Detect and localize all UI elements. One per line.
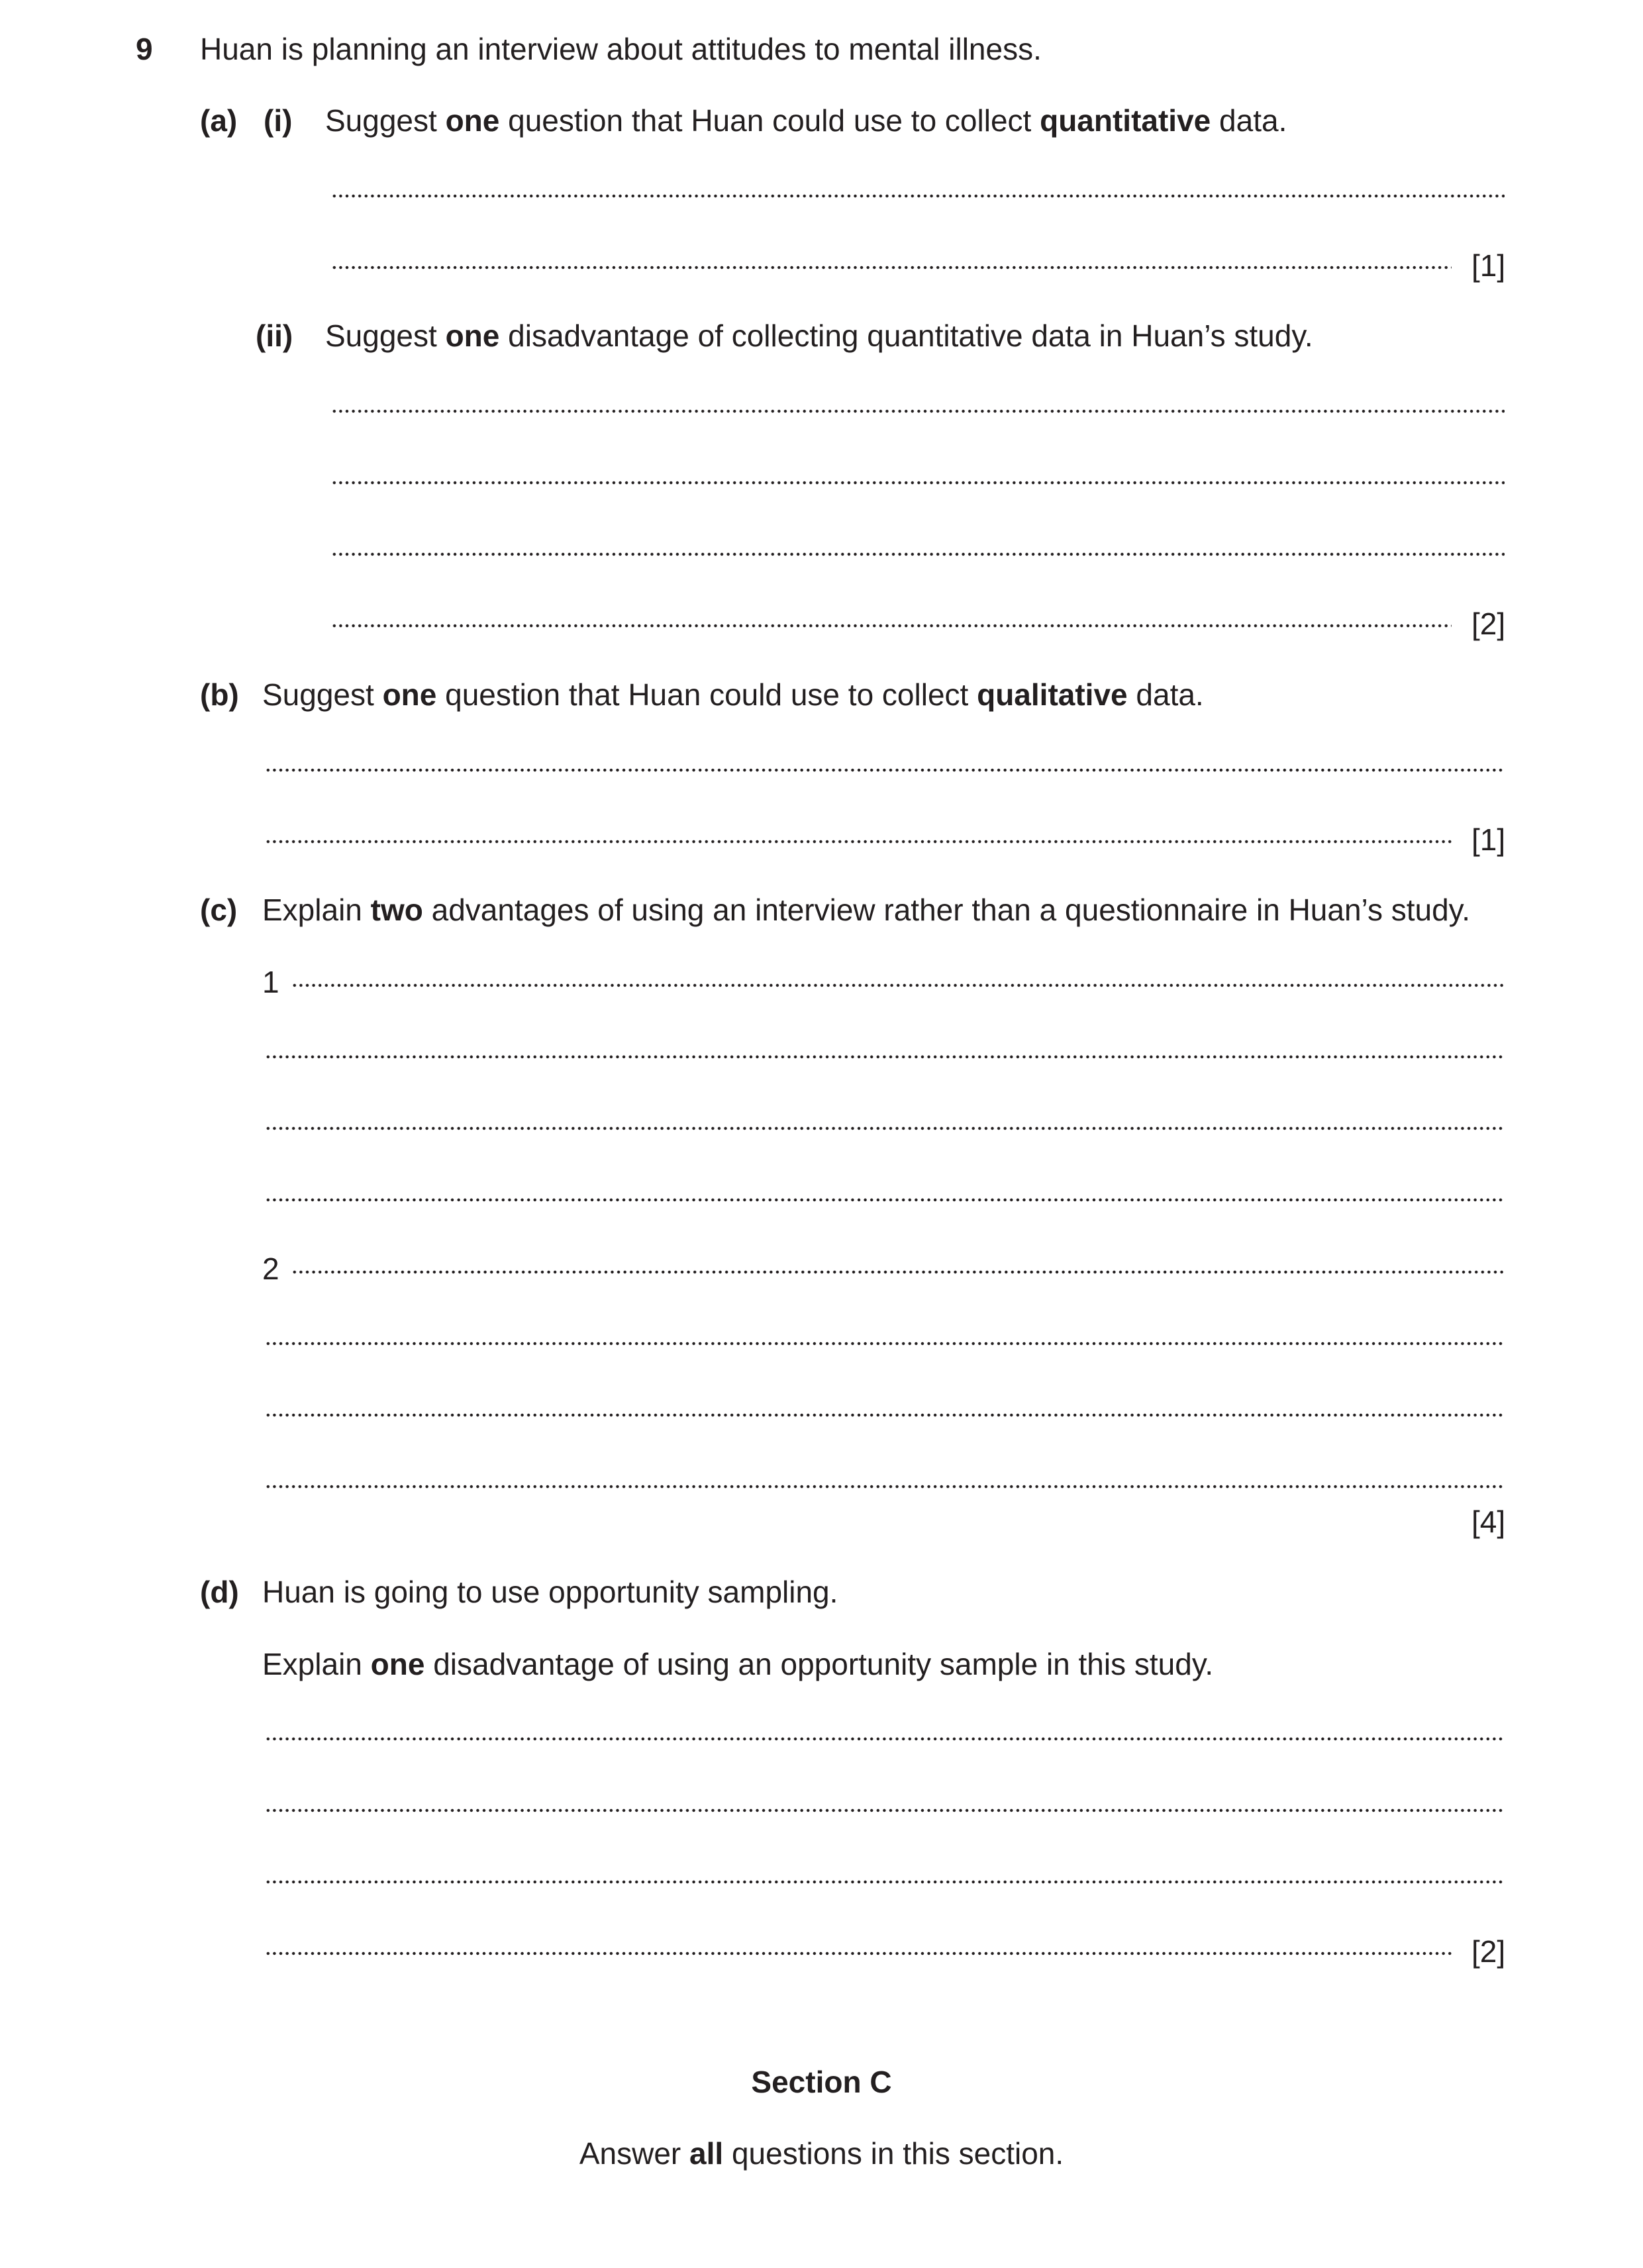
part-d-label: (d) [200, 1575, 239, 1609]
answer-line[interactable] [265, 1736, 1505, 1742]
answer-line[interactable] [331, 480, 1505, 485]
section-instruction: Answer all questions in this section. [579, 2136, 1064, 2171]
marks-badge: [1] [1471, 822, 1506, 857]
marks-badge: [1] [1471, 248, 1506, 283]
part-a-ii-prompt: Suggest one disadvantage of collecting quantitative data in Huan’s study. [325, 319, 1313, 353]
question-number: 9 [136, 32, 153, 66]
answer-line[interactable] [265, 1808, 1505, 1813]
marks-badge: [2] [1471, 607, 1506, 641]
section-title: Section C [751, 2065, 892, 2099]
answer-line[interactable] [331, 265, 1452, 270]
part-a-i-prompt: Suggest one question that Huan could use to collect quantitative data. [325, 103, 1287, 138]
answer-line[interactable] [291, 983, 1505, 988]
marks-badge: [2] [1471, 1934, 1506, 1969]
part-a-label: (a) [200, 103, 238, 138]
part-c-prompt: Explain two advantages of using an interview rather than a questionnaire in Huan’s study. [262, 893, 1471, 927]
answer-line[interactable] [265, 1341, 1505, 1346]
part-b-label: (b) [200, 677, 239, 712]
answer-line[interactable] [331, 623, 1452, 628]
answer-line[interactable] [265, 1126, 1505, 1131]
answer-line[interactable] [265, 1951, 1452, 1956]
answer-number-1: 1 [262, 965, 279, 999]
part-a-i-label: (i) [264, 103, 293, 138]
answer-line[interactable] [265, 1054, 1505, 1060]
answer-line[interactable] [265, 1484, 1505, 1489]
answer-line[interactable] [265, 1412, 1505, 1418]
answer-line[interactable] [265, 767, 1505, 773]
part-a-ii-label: (ii) [256, 319, 293, 353]
part-c-label: (c) [200, 893, 238, 927]
answer-number-2: 2 [262, 1252, 279, 1286]
answer-line[interactable] [265, 1197, 1505, 1203]
answer-line[interactable] [291, 1269, 1505, 1275]
answer-line[interactable] [265, 1879, 1505, 1885]
answer-line[interactable] [331, 552, 1505, 557]
part-b-prompt: Suggest one question that Huan could use to collect qualitative data. [262, 677, 1204, 712]
part-d-intro: Huan is going to use opportunity sampling. [262, 1575, 838, 1609]
answer-line[interactable] [265, 839, 1452, 844]
part-d-prompt: Explain one disadvantage of using an opportunity sample in this study. [262, 1647, 1214, 1681]
answer-line[interactable] [331, 193, 1505, 199]
answer-line[interactable] [331, 409, 1505, 414]
marks-badge: [4] [1471, 1504, 1506, 1539]
question-stem: Huan is planning an interview about attitudes to mental illness. [200, 32, 1042, 66]
